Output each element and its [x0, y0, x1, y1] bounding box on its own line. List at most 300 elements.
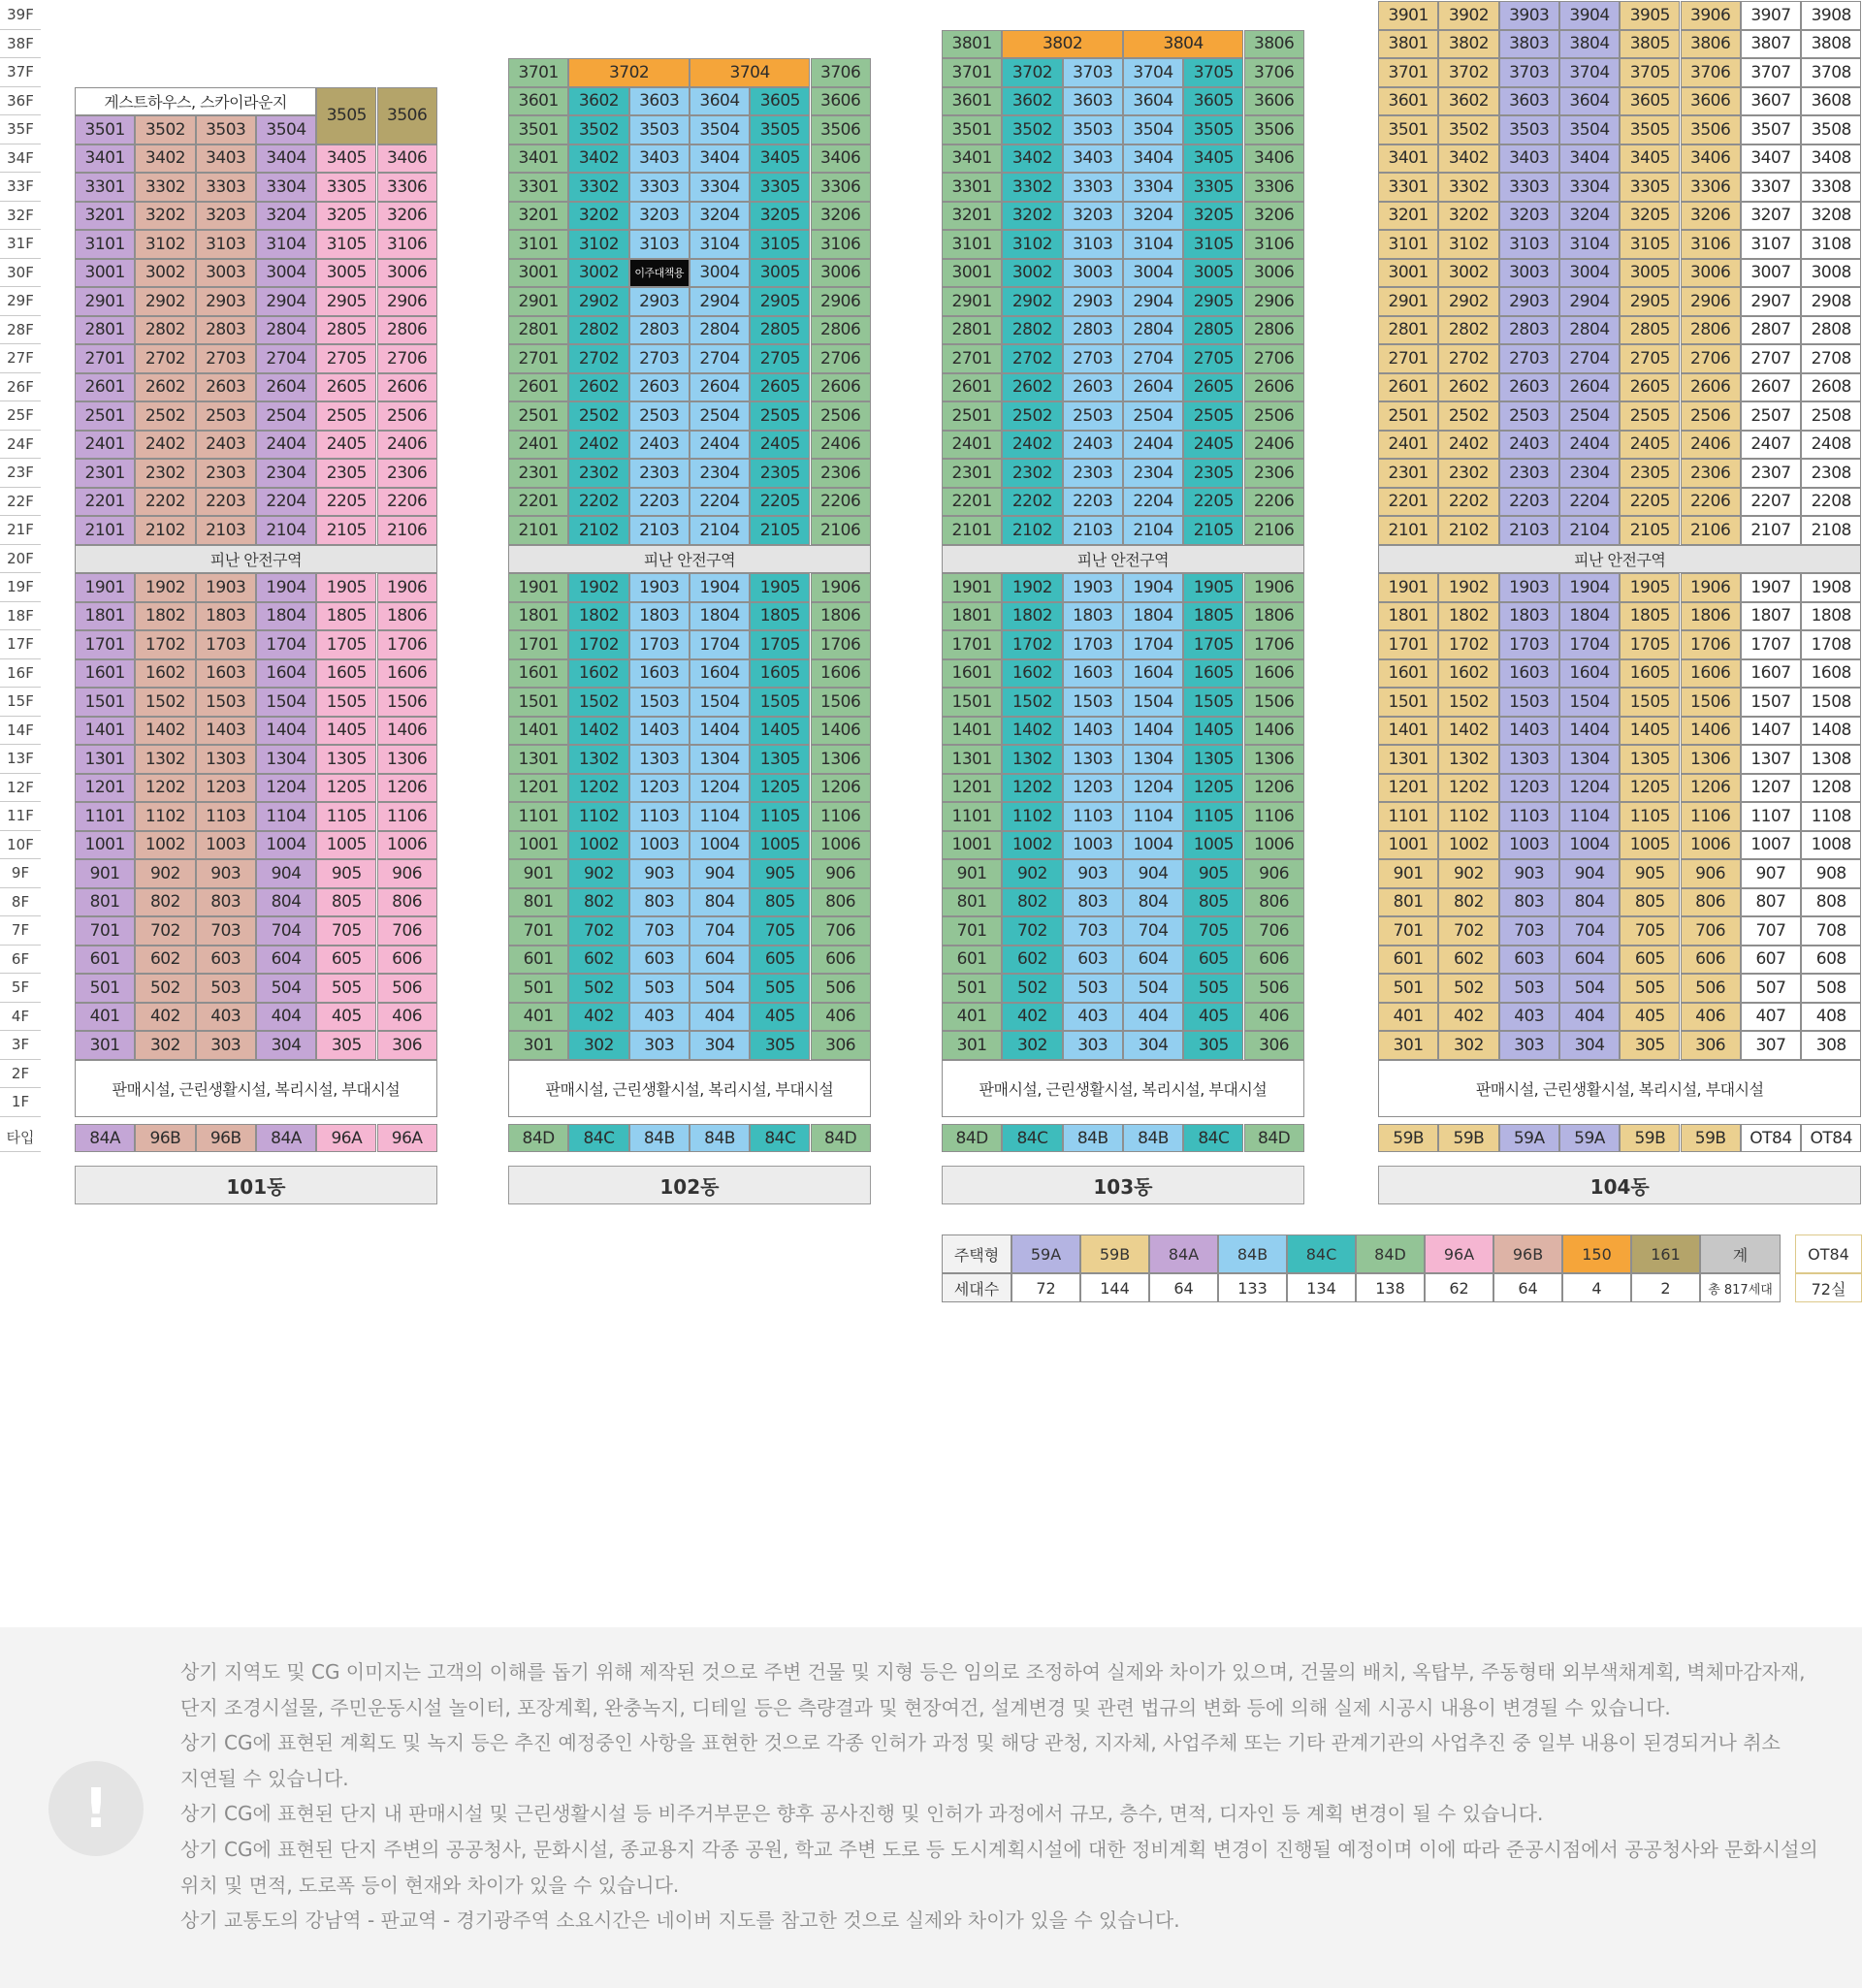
- unit-cell: 1301: [942, 745, 1002, 774]
- unit-cell: 2202: [135, 488, 195, 517]
- unit-cell: 501: [1378, 974, 1438, 1003]
- unit-cell: 404: [1559, 1003, 1620, 1032]
- unit-cell: 1002: [1438, 831, 1498, 860]
- unit-cell: 1405: [750, 717, 810, 746]
- summary-count: 144: [1080, 1273, 1149, 1302]
- unit-cell: 2203: [196, 488, 256, 517]
- unit-cell: 3707: [1741, 58, 1801, 87]
- unit-cell: 2901: [75, 287, 135, 316]
- unit-cell: 1108: [1801, 802, 1861, 831]
- unit-cell: 1501: [942, 688, 1002, 717]
- unit-cell: 1802: [568, 602, 628, 631]
- unit-cell: 3204: [1559, 202, 1620, 231]
- unit-cell: 2402: [135, 431, 195, 460]
- unit-cell: 3607: [1741, 87, 1801, 116]
- unit-cell: 3503: [629, 115, 690, 144]
- unit-cell: 3502: [135, 115, 195, 144]
- unit-cell: 802: [135, 888, 195, 917]
- unit-cell: 601: [508, 946, 568, 975]
- unit-cell: 2904: [256, 287, 316, 316]
- unit-cell: 3203: [1063, 202, 1123, 231]
- unit-cell: 705: [316, 916, 376, 946]
- unit-cell: 808: [1801, 888, 1861, 917]
- unit-cell: 2502: [568, 401, 628, 431]
- unit-cell: 2106: [1244, 516, 1304, 545]
- unit-cell: 1905: [1620, 573, 1680, 602]
- unit-cell: 3802: [1438, 30, 1498, 59]
- unit-cell: 3004: [1559, 259, 1620, 288]
- unit-cell: 508: [1801, 974, 1861, 1003]
- shelter-floor: 피난 안전구역: [1378, 545, 1861, 574]
- unit-cell: 3105: [1620, 230, 1680, 259]
- unit-cell: 1305: [1620, 745, 1680, 774]
- unit-cell: 3801: [942, 30, 1002, 59]
- unit-cell: 2404: [1123, 431, 1183, 460]
- unit-cell: 1601: [75, 659, 135, 689]
- unit-cell: 3002: [135, 259, 195, 288]
- unit-cell: 501: [942, 974, 1002, 1003]
- unit-cell: 1602: [135, 659, 195, 689]
- unit-cell: 2803: [196, 316, 256, 345]
- unit-cell: 1803: [629, 602, 690, 631]
- unit-cell: 1101: [1378, 802, 1438, 831]
- unit-cell: 1605: [1183, 659, 1243, 689]
- unit-cell: 3203: [629, 202, 690, 231]
- unit-cell: 1105: [316, 802, 376, 831]
- unit-cell: 3005: [1183, 259, 1243, 288]
- unit-cell: 2501: [508, 401, 568, 431]
- unit-cell: 2806: [1244, 316, 1304, 345]
- unit-cell: 1906: [377, 573, 437, 602]
- unit-cell: 1708: [1801, 630, 1861, 659]
- unit-cell: 1303: [629, 745, 690, 774]
- unit-cell: 1003: [629, 831, 690, 860]
- unit-cell: 2903: [629, 287, 690, 316]
- unit-cell: 3008: [1801, 259, 1861, 288]
- unit-cell: 602: [135, 946, 195, 975]
- unit-cell: 2406: [1244, 431, 1304, 460]
- unit-cell: 2902: [135, 287, 195, 316]
- unit-cell: 3808: [1801, 30, 1861, 59]
- unit-cell: 301: [508, 1031, 568, 1060]
- floor-label: 39F: [0, 1, 41, 30]
- unit-cell: 703: [629, 916, 690, 946]
- unit-cell: 3102: [1002, 230, 1062, 259]
- unit-cell: 2404: [1559, 431, 1620, 460]
- unit-cell: 1005: [1620, 831, 1680, 860]
- unit-cell: 1601: [508, 659, 568, 689]
- unit-cell: 706: [811, 916, 871, 946]
- unit-cell: 1307: [1741, 745, 1801, 774]
- unit-cell: 2501: [942, 401, 1002, 431]
- type-cell: 84C: [750, 1124, 810, 1152]
- unit-cell: 1803: [196, 602, 256, 631]
- unit-cell: 3702: [1438, 58, 1498, 87]
- unit-cell: 306: [1681, 1031, 1741, 1060]
- unit-cell: 2504: [256, 401, 316, 431]
- unit-cell: 2703: [1499, 344, 1559, 373]
- unit-cell: 2304: [256, 459, 316, 488]
- notice-line: 위치 및 면적, 도로폭 등이 현재와 차이가 있을 수 있습니다.: [180, 1873, 680, 1897]
- unit-cell: 1901: [75, 573, 135, 602]
- unit-cell: 3108: [1801, 230, 1861, 259]
- unit-cell: 3903: [1499, 1, 1559, 30]
- unit-cell: 1306: [377, 745, 437, 774]
- unit-cell: 705: [750, 916, 810, 946]
- unit-cell: 2704: [1123, 344, 1183, 373]
- unit-cell: 1402: [135, 717, 195, 746]
- unit-cell: 804: [256, 888, 316, 917]
- unit-cell: 405: [1183, 1003, 1243, 1032]
- notice-line: 상기 CG에 표현된 단지 내 판매시설 및 근린생활시설 등 비주거부문은 향후 공사진행 및 인허가 과정에서 규모, 층수, 면적, 디자인 등 계획 변경이 될 수 있습니다.: [180, 1802, 1544, 1826]
- unit-cell: 2404: [256, 431, 316, 460]
- unit-cell: 1906: [1244, 573, 1304, 602]
- unit-cell: 2101: [1378, 516, 1438, 545]
- unit-cell: 402: [135, 1003, 195, 1032]
- unit-cell: 602: [568, 946, 628, 975]
- unit-cell: 2605: [1620, 373, 1680, 402]
- unit-cell: 1804: [256, 602, 316, 631]
- floor-label: 36F: [0, 87, 41, 116]
- unit-cell: 1104: [256, 802, 316, 831]
- unit-cell: 2601: [942, 373, 1002, 402]
- type-cell: 84D: [508, 1124, 568, 1152]
- unit-cell: 3304: [1123, 173, 1183, 202]
- unit-cell: 404: [690, 1003, 750, 1032]
- unit-cell: 3401: [75, 144, 135, 174]
- unit-cell: 1705: [316, 630, 376, 659]
- unit-cell: 1901: [508, 573, 568, 602]
- unit-cell: 3002: [1438, 259, 1498, 288]
- summary-type: 150: [1562, 1234, 1631, 1273]
- floor-label: 33F: [0, 173, 41, 202]
- floor-label: 28F: [0, 316, 41, 345]
- unit-cell: 2605: [750, 373, 810, 402]
- unit-cell: 901: [942, 859, 1002, 888]
- unit-cell: 506: [1681, 974, 1741, 1003]
- floor-label: 11F: [0, 802, 41, 831]
- floor-label: 37F: [0, 58, 41, 87]
- unit-cell: 3705: [1183, 58, 1243, 87]
- unit-cell: 2305: [316, 459, 376, 488]
- unit-cell: 906: [377, 859, 437, 888]
- unit-cell: 602: [1438, 946, 1498, 975]
- unit-cell: 1706: [1681, 630, 1741, 659]
- unit-cell: 903: [196, 859, 256, 888]
- unit-cell: 2803: [629, 316, 690, 345]
- floor-label: 22F: [0, 488, 41, 517]
- unit-cell: 3306: [1681, 173, 1741, 202]
- unit-cell: 1304: [1559, 745, 1620, 774]
- unit-cell: 1203: [629, 774, 690, 803]
- unit-cell: 2401: [508, 431, 568, 460]
- unit-cell: 2401: [942, 431, 1002, 460]
- unit-cell: 3001: [942, 259, 1002, 288]
- unit-cell: 2203: [1063, 488, 1123, 517]
- unit-cell: 1906: [811, 573, 871, 602]
- unit-cell: 2402: [568, 431, 628, 460]
- unit-cell: 3403: [1499, 144, 1559, 174]
- base-facilities: 판매시설, 근린생활시설, 복리시설, 부대시설: [75, 1060, 437, 1117]
- unit-cell: 1606: [1244, 659, 1304, 689]
- unit-cell: 1404: [1559, 717, 1620, 746]
- unit-cell: 605: [1620, 946, 1680, 975]
- unit-cell: 1201: [508, 774, 568, 803]
- unit-cell: 1306: [1681, 745, 1741, 774]
- unit-cell: 1103: [1063, 802, 1123, 831]
- unit-cell: 2802: [568, 316, 628, 345]
- unit-cell: 1504: [256, 688, 316, 717]
- unit-cell: 3004: [256, 259, 316, 288]
- floor-label: 34F: [0, 144, 41, 174]
- unit-cell: 3303: [629, 173, 690, 202]
- notice-line: 상기 교통도의 강남역 - 판교역 - 경기광주역 소요시간은 네이버 지도를 참고한 것으로 실제와 차이가 있을 수 있습니다.: [180, 1908, 1180, 1933]
- summary-count: 64: [1493, 1273, 1562, 1302]
- floor-label: 18F: [0, 602, 41, 631]
- unit-cell: 1403: [1063, 717, 1123, 746]
- unit-cell: 3305: [1620, 173, 1680, 202]
- unit-cell: 2505: [316, 401, 376, 431]
- unit-cell: 3807: [1741, 30, 1801, 59]
- unit-cell: 1003: [1499, 831, 1559, 860]
- unit-cell: 2101: [942, 516, 1002, 545]
- unit-cell: 3106: [377, 230, 437, 259]
- summary-type: 59B: [1080, 1234, 1149, 1273]
- unit-cell: 2503: [196, 401, 256, 431]
- unit-cell: 2903: [1063, 287, 1123, 316]
- unit-cell: 1606: [811, 659, 871, 689]
- unit-cell: 2403: [1063, 431, 1123, 460]
- unit-cell: 303: [1499, 1031, 1559, 1060]
- unit-cell: 1702: [1002, 630, 1062, 659]
- unit-cell: 3601: [942, 87, 1002, 116]
- unit-cell: 305: [1183, 1031, 1243, 1060]
- unit-cell: 3208: [1801, 202, 1861, 231]
- unit-cell: 702: [568, 916, 628, 946]
- unit-cell: 1802: [1438, 602, 1498, 631]
- unit-cell: 3403: [196, 144, 256, 174]
- unit-cell: 701: [508, 916, 568, 946]
- unit-cell: 302: [568, 1031, 628, 1060]
- unit-cell: 1806: [377, 602, 437, 631]
- unit-cell: 1406: [1681, 717, 1741, 746]
- unit-cell: 1503: [196, 688, 256, 717]
- type-cell: 59A: [1559, 1124, 1620, 1152]
- unit-cell: 403: [1063, 1003, 1123, 1032]
- unit-cell: 1203: [196, 774, 256, 803]
- unit-cell: 803: [629, 888, 690, 917]
- unit-cell: 2702: [1002, 344, 1062, 373]
- unit-cell: 2501: [75, 401, 135, 431]
- unit-cell: 3701: [1378, 58, 1438, 87]
- unit-cell: 2902: [1002, 287, 1062, 316]
- unit-cell: 2705: [1183, 344, 1243, 373]
- unit-cell: 604: [690, 946, 750, 975]
- unit-cell: 3005: [316, 259, 376, 288]
- unit-cell: 1001: [75, 831, 135, 860]
- type-cell: 84D: [1244, 1124, 1304, 1152]
- unit-cell: 1304: [256, 745, 316, 774]
- unit-cell: 2701: [942, 344, 1002, 373]
- unit-cell: 3605: [1620, 87, 1680, 116]
- unit-cell: 308: [1801, 1031, 1861, 1060]
- summary-type: 96A: [1425, 1234, 1493, 1273]
- unit-cell: 2904: [690, 287, 750, 316]
- unit-cell: 1903: [1499, 573, 1559, 602]
- unit-cell: 505: [750, 974, 810, 1003]
- unit-cell: 1506: [377, 688, 437, 717]
- unit-cell: 2502: [1438, 401, 1498, 431]
- unit-cell: 305: [750, 1031, 810, 1060]
- unit-cell: 3402: [1002, 144, 1062, 174]
- floor-label: 32F: [0, 202, 41, 231]
- unit-cell: 2606: [1244, 373, 1304, 402]
- unit-cell: 1001: [1378, 831, 1438, 860]
- unit-cell: 804: [1123, 888, 1183, 917]
- floor-label: 14F: [0, 717, 41, 746]
- unit-cell: 903: [1499, 859, 1559, 888]
- type-cell: 96A: [316, 1124, 376, 1152]
- unit-cell: 2302: [135, 459, 195, 488]
- unit-cell: 1202: [1438, 774, 1498, 803]
- unit-cell: 2602: [1002, 373, 1062, 402]
- unit-cell: 1605: [750, 659, 810, 689]
- summary-count: 72: [1011, 1273, 1080, 1302]
- type-cell: 96A: [377, 1124, 437, 1152]
- unit-cell: 906: [1681, 859, 1741, 888]
- unit-cell: 1904: [1123, 573, 1183, 602]
- unit-cell: 501: [75, 974, 135, 1003]
- floor-label: 6F: [0, 946, 41, 975]
- unit-cell: 1602: [568, 659, 628, 689]
- unit-cell: 1604: [256, 659, 316, 689]
- unit-cell: 1002: [568, 831, 628, 860]
- floor-label: 35F: [0, 115, 41, 144]
- summary-count: 62: [1425, 1273, 1493, 1302]
- unit-cell: 1606: [377, 659, 437, 689]
- unit-cell: 2304: [1559, 459, 1620, 488]
- unit-cell: 1006: [811, 831, 871, 860]
- unit-cell: 3901: [1378, 1, 1438, 30]
- unit-cell: 405: [1620, 1003, 1680, 1032]
- unit-cell: 3404: [256, 144, 316, 174]
- unit-cell: 1905: [316, 573, 376, 602]
- unit-cell: 2207: [1741, 488, 1801, 517]
- unit-cell: 1508: [1801, 688, 1861, 717]
- unit-cell: 1102: [1002, 802, 1062, 831]
- unit-cell: 3006: [811, 259, 871, 288]
- unit-cell: 1602: [1002, 659, 1062, 689]
- unit-cell: 1505: [316, 688, 376, 717]
- unit-cell: 1005: [750, 831, 810, 860]
- unit-cell: 1103: [196, 802, 256, 831]
- unit-cell: 1001: [942, 831, 1002, 860]
- unit-cell: 3204: [1123, 202, 1183, 231]
- unit-cell: 2606: [811, 373, 871, 402]
- unit-cell: 3501: [1378, 115, 1438, 144]
- unit-cell: 1701: [75, 630, 135, 659]
- unit-cell: 904: [256, 859, 316, 888]
- unit-cell: 1105: [1620, 802, 1680, 831]
- unit-cell: 703: [196, 916, 256, 946]
- unit-cell: 2105: [1620, 516, 1680, 545]
- unit-cell: 3205: [1183, 202, 1243, 231]
- unit-cell: 1802: [1002, 602, 1062, 631]
- unit-cell: 3908: [1801, 1, 1861, 30]
- unit-cell: 3102: [568, 230, 628, 259]
- unit-cell: 2403: [1499, 431, 1559, 460]
- unit-cell: 303: [629, 1031, 690, 1060]
- unit-cell: 2602: [135, 373, 195, 402]
- unit-cell: 1202: [568, 774, 628, 803]
- unit-cell: 3702: [1002, 58, 1062, 87]
- unit-cell: 1106: [811, 802, 871, 831]
- unit-cell: 3402: [568, 144, 628, 174]
- floor-label: 13F: [0, 745, 41, 774]
- summary-type: 84A: [1149, 1234, 1218, 1273]
- summary-type: 84C: [1287, 1234, 1356, 1273]
- unit-cell: 3103: [1063, 230, 1123, 259]
- unit-cell: 801: [508, 888, 568, 917]
- unit-cell: 3302: [1002, 173, 1062, 202]
- unit-cell: 3101: [75, 230, 135, 259]
- unit-cell: 1902: [1002, 573, 1062, 602]
- unit-cell: 2702: [135, 344, 195, 373]
- unit-cell: 2701: [75, 344, 135, 373]
- unit-cell: 1604: [1123, 659, 1183, 689]
- unit-cell: 3302: [135, 173, 195, 202]
- unit-cell: 1608: [1801, 659, 1861, 689]
- unit-cell: 707: [1741, 916, 1801, 946]
- unit-cell: 3305: [316, 173, 376, 202]
- unit-cell: 606: [1244, 946, 1304, 975]
- unit-cell: 3506: [1244, 115, 1304, 144]
- type-cell: 84A: [256, 1124, 316, 1152]
- unit-cell: 705: [1183, 916, 1243, 946]
- unit-cell: 3103: [629, 230, 690, 259]
- unit-cell: 1704: [690, 630, 750, 659]
- unit-cell: 2406: [811, 431, 871, 460]
- unit-cell: 3102: [1438, 230, 1498, 259]
- unit-cell: 1505: [1183, 688, 1243, 717]
- unit-cell: 2403: [196, 431, 256, 460]
- summary-type: 161: [1631, 1234, 1700, 1273]
- type-cell: 84B: [1123, 1124, 1183, 1152]
- unit-cell: 1102: [568, 802, 628, 831]
- unit-cell: 2906: [377, 287, 437, 316]
- unit-cell: 2402: [1438, 431, 1498, 460]
- unit-cell: 2503: [1499, 401, 1559, 431]
- unit-cell: 3304: [690, 173, 750, 202]
- unit-cell: 2703: [196, 344, 256, 373]
- unit-cell: 2501: [1378, 401, 1438, 431]
- unit-cell: 906: [811, 859, 871, 888]
- notice-line: 상기 CG에 표현된 단지 주변의 공공청사, 문화시설, 종교용지 각종 공원, 학교 주변 도로 등 도시계획시설에 대한 정비계획 변경이 진행될 예정이며 이에 따라 준공시점에서 공공청사와 문화시설의: [180, 1837, 1818, 1861]
- unit-cell: 605: [750, 946, 810, 975]
- unit-cell: 1706: [811, 630, 871, 659]
- unit-cell: 1706: [1244, 630, 1304, 659]
- unit-cell: 3306: [1244, 173, 1304, 202]
- unit-cell: 3402: [135, 144, 195, 174]
- unit-cell: 1704: [1559, 630, 1620, 659]
- unit-cell: 3104: [690, 230, 750, 259]
- unit-cell: 303: [1063, 1031, 1123, 1060]
- unit-cell: 3604: [1559, 87, 1620, 116]
- unit-cell: 3003: [196, 259, 256, 288]
- unit-cell: 2805: [1620, 316, 1680, 345]
- unit-cell: 2601: [75, 373, 135, 402]
- unit-cell: 2506: [377, 401, 437, 431]
